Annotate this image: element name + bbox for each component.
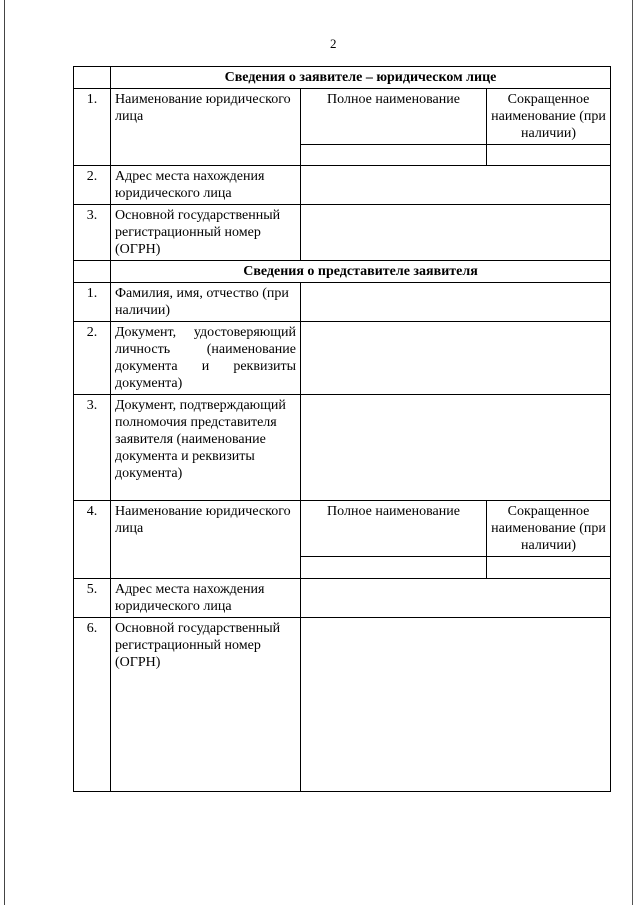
table-row: [74, 618, 611, 792]
row-number: 1.: [74, 89, 111, 166]
table-row: [74, 501, 611, 557]
table-row: [74, 322, 611, 395]
full-name-field[interactable]: [301, 145, 487, 166]
row-label: Адрес места нахождения юридического лица: [111, 166, 301, 205]
full-name-header: Полное наименование: [301, 501, 487, 557]
table-row: [74, 395, 611, 501]
applicant-form-table: [73, 66, 611, 792]
short-name-header: Сокращенное наименование (при наличии): [487, 501, 611, 557]
row-number: 4.: [74, 501, 111, 579]
page-number: 2: [330, 36, 337, 51]
table-row: [74, 166, 611, 205]
section-title-representative: Сведения о представителе заявителя: [111, 261, 611, 283]
section-header-row: [74, 261, 611, 283]
table-row: [74, 89, 611, 145]
row-label: Основной государственный регистрационный номер (ОГРН): [111, 618, 301, 792]
section-title-applicant: Сведения о заявителе – юридическом лице: [111, 67, 611, 89]
section-header-row: [74, 67, 611, 89]
full-name-field[interactable]: [301, 557, 487, 579]
scan-left-edge: [4, 0, 5, 905]
empty-number-cell: [74, 67, 111, 89]
authority-document-field[interactable]: [301, 395, 611, 501]
ogrn-field[interactable]: [301, 205, 611, 261]
short-name-field[interactable]: [487, 145, 611, 166]
row-label: Наименование юридического лица: [111, 89, 301, 166]
table-row: [74, 205, 611, 261]
ogrn-field[interactable]: [301, 618, 611, 792]
row-number: 5.: [74, 579, 111, 618]
address-field[interactable]: [301, 579, 611, 618]
row-label: Адрес места нахождения юридического лица: [111, 579, 301, 618]
row-label: Документ, подтверждающий полномочия представителя заявителя (наименование документа и реквизиты документа): [111, 395, 301, 501]
identity-document-field[interactable]: [301, 322, 611, 395]
full-name-header: Полное наименование: [301, 89, 487, 145]
row-label: Наименование юридического лица: [111, 501, 301, 579]
short-name-header: Сокращенное наименование (при наличии): [487, 89, 611, 145]
row-label: Фамилия, имя, отчество (при наличии): [111, 283, 301, 322]
row-number: 3.: [74, 395, 111, 501]
short-name-field[interactable]: [487, 557, 611, 579]
empty-number-cell: [74, 261, 111, 283]
row-number: 3.: [74, 205, 111, 261]
row-number: 6.: [74, 618, 111, 792]
row-number: 1.: [74, 283, 111, 322]
row-number: 2.: [74, 166, 111, 205]
table-row: [74, 579, 611, 618]
row-label: Основной государственный регистрационный номер (ОГРН): [111, 205, 301, 261]
full-name-person-field[interactable]: [301, 283, 611, 322]
row-number: 2.: [74, 322, 111, 395]
address-field[interactable]: [301, 166, 611, 205]
row-label: Документ, удостоверяющий личность (наименование документа и реквизиты документа): [111, 322, 301, 395]
table-row: [74, 283, 611, 322]
scan-right-edge: [632, 0, 633, 905]
